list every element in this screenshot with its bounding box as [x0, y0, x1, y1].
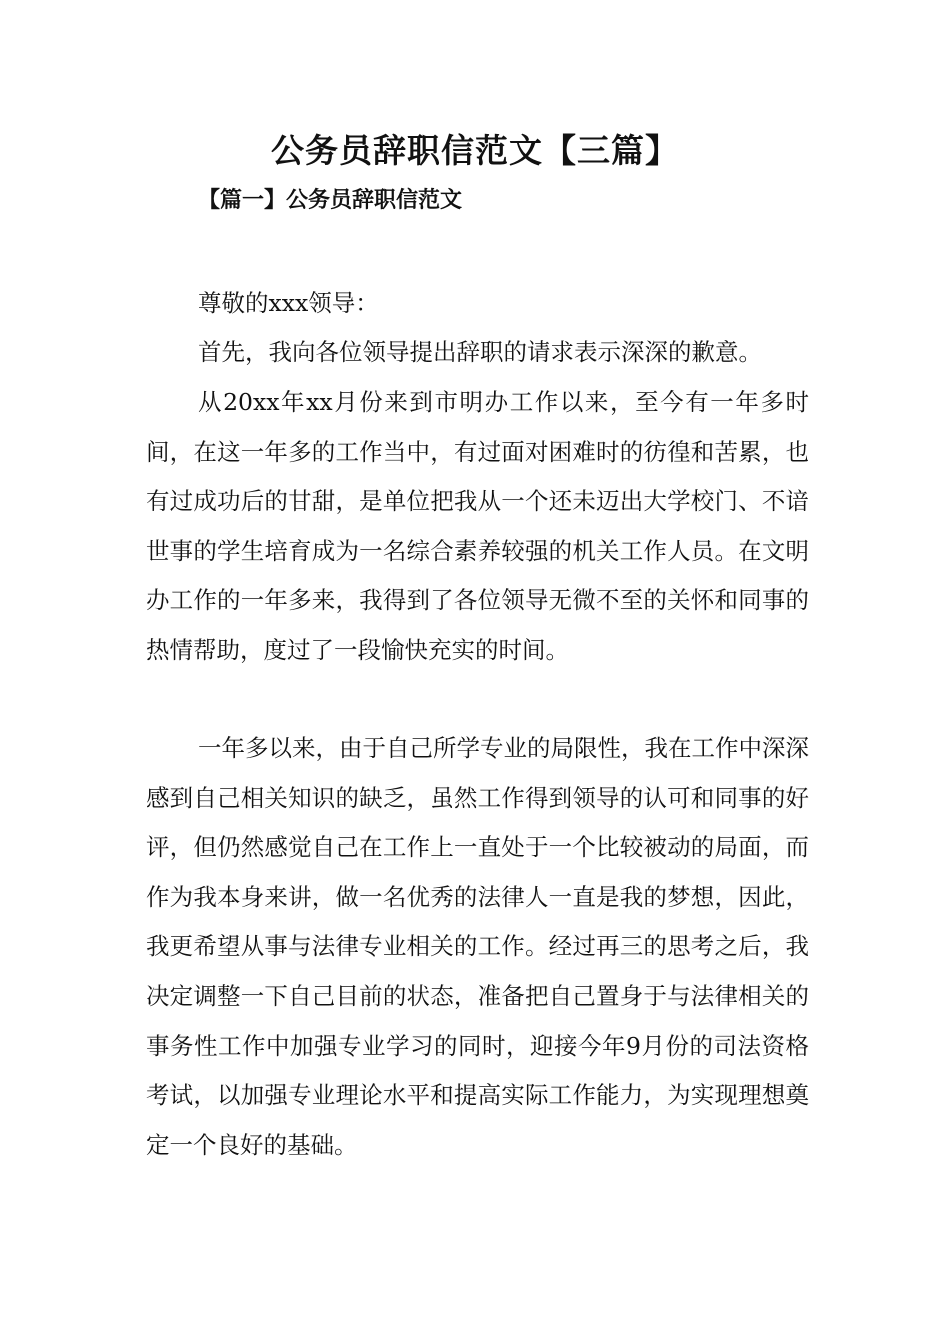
section-heading: 【篇一】公务员辞职信范文	[198, 187, 463, 213]
paragraph-work-history: 从20xx年xx月份来到市明办工作以来，至今有一年多时间，在这一年多的工作当中，有过面对困难时的彷徨和苦累，也有过成功后的甘甜，是单位把我从一个还未迈出大学校门、不谙世事的学生培育成为一名综合素养较强的机关工作人员。在文明办工作的一年多来，我得到了各位领导无微不至的关怀和同事的热情帮助，度过了一段愉快充实的时间。	[146, 388, 809, 664]
salutation: 尊敬的xxx领导：	[198, 289, 379, 317]
document-title: 公务员辞职信范文【三篇】	[271, 131, 679, 170]
paragraph-reason: 一年多以来，由于自己所学专业的局限性，我在工作中深深感到自己相关知识的缺乏，虽然工作得到领导的认可和同事的好评，但仍然感觉自己在工作上一直处于一个比较被动的局面，而作为我本身来讲，做一名优秀的法律人一直是我的梦想，因此，我更希望从事与法律专业相关的工作。经过再三的思考之后，我决定调整一下自己目前的状态，准备把自己置身于与法律相关的事务性工作中加强专业学习的同时，迎接今年9月份的司法资格考试，以加强专业理论水平和提高实际工作能力，为实现理想奠定一个良好的基础。	[146, 734, 809, 1159]
paragraph-apology: 首先，我向各位领导提出辞职的请求表示深深的歉意。	[198, 338, 762, 366]
